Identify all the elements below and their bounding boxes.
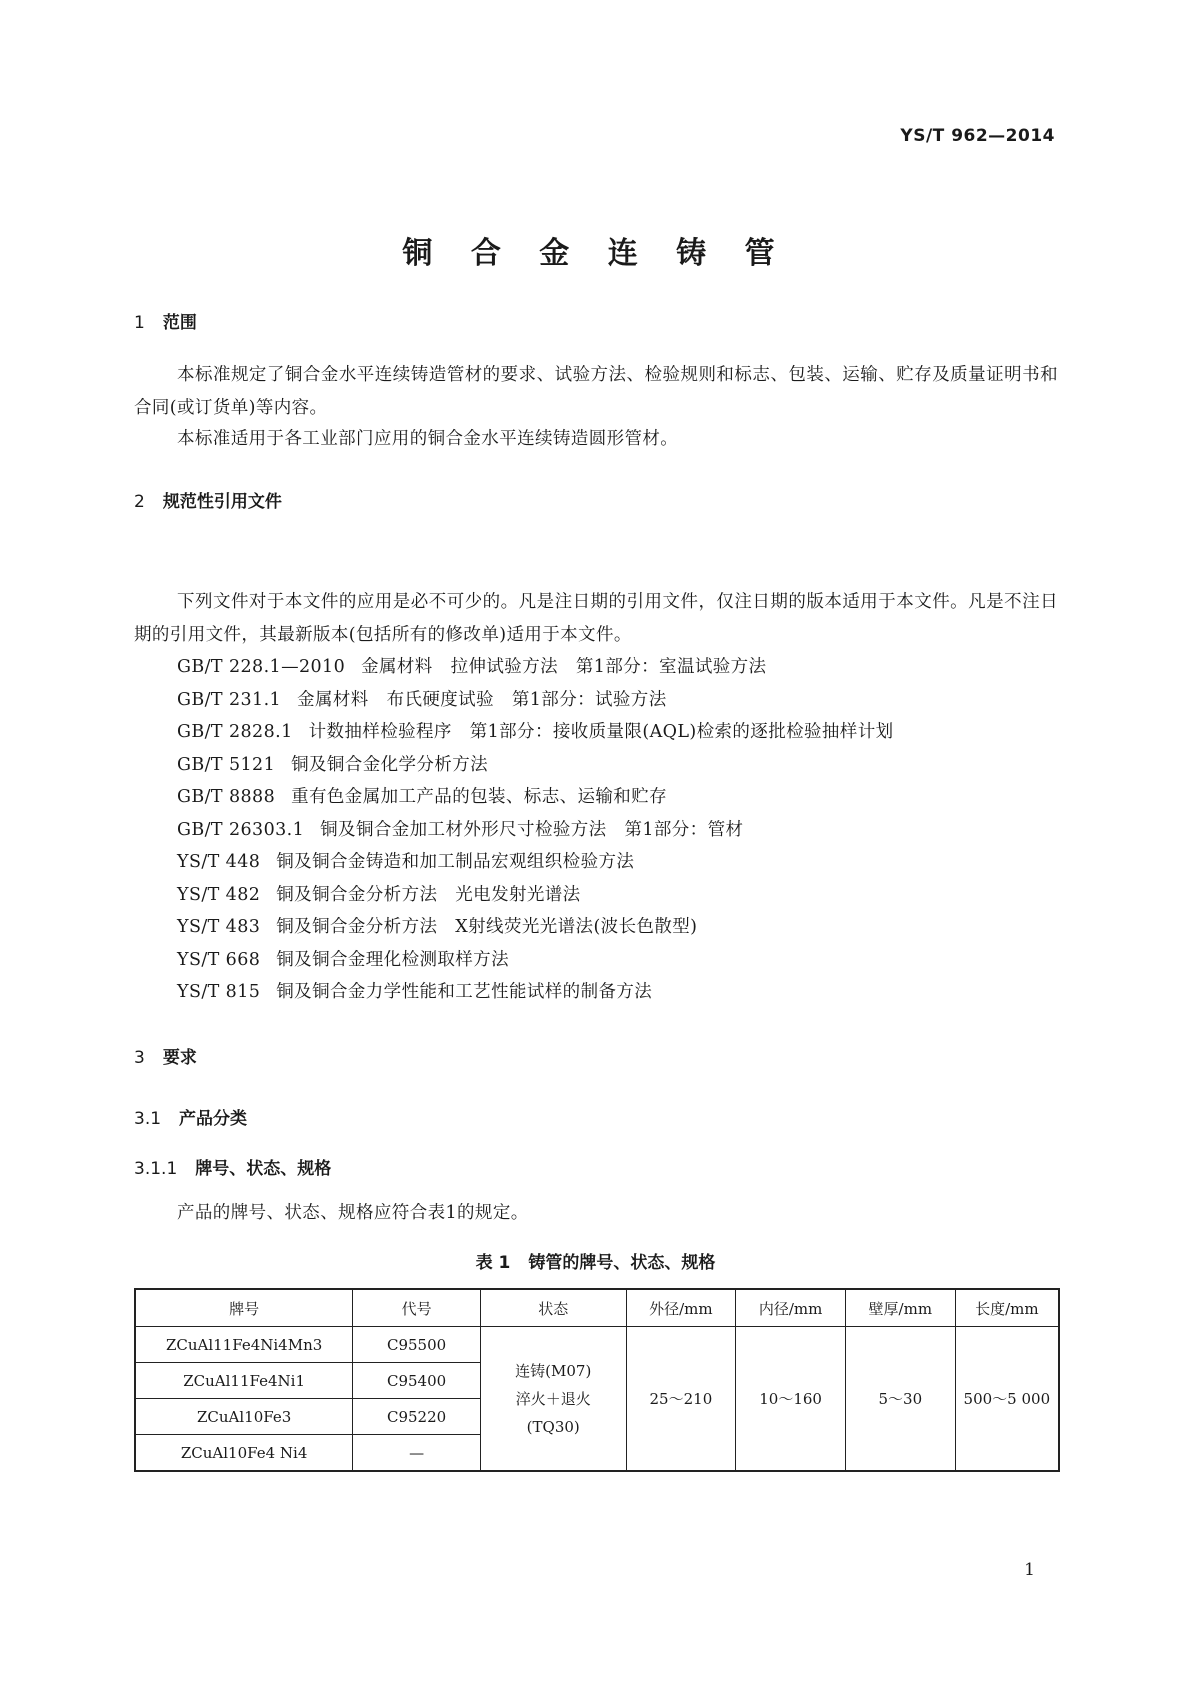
reference-item: [177, 846, 894, 879]
reference-item: [177, 911, 894, 944]
cell-grade: ZCuAl11Fe4Ni4Mn3: [135, 1327, 353, 1363]
section-number: 1: [134, 313, 145, 333]
header-outer-diameter: 外径/mm: [626, 1289, 736, 1327]
section-title: 范围: [162, 313, 197, 333]
section-number: 3.1: [134, 1109, 162, 1129]
cell-inner-diameter: 10～160: [736, 1327, 846, 1472]
state-line: (TQ30): [526, 1417, 580, 1436]
table-caption-text: 铸管的牌号、状态、规格: [528, 1253, 716, 1273]
table-label: 表 1: [475, 1253, 511, 1273]
section-2-intro: 下列文件对于本文件的应用是必不可少的。凡是注日期的引用文件，仅注日期的版本适用于本文件。凡是不注日期的引用文件，其最新版本(包括所有的修改单)适用于本文件。: [134, 592, 1058, 645]
section-1-paragraph-1: 本标准规定了铜合金水平连续铸造管材的要求、试验方法、检验规则和标志、包装、运输、贮存及质量证明书和合同(或订货单)等内容。: [134, 365, 1058, 418]
header-code: 代号: [353, 1289, 481, 1327]
state-line: 淬火＋退火: [515, 1389, 591, 1408]
reference-item: [177, 944, 894, 977]
header-grade: 牌号: [135, 1289, 353, 1327]
reference-code: YS/T 668: [177, 949, 261, 970]
table-row: [135, 1327, 1059, 1363]
table-header-row: [135, 1289, 1059, 1327]
reference-code: GB/T 26303.1: [177, 819, 305, 840]
cell-code: C95500: [353, 1327, 481, 1363]
reference-item: [177, 976, 894, 1009]
header-state: 状态: [480, 1289, 626, 1327]
reference-title: 铜及铜合金化学分析方法: [291, 754, 489, 775]
table-1-caption: [0, 1248, 1191, 1273]
reference-item: [177, 814, 894, 847]
reference-title: 重有色金属加工产品的包装、标志、运输和贮存: [291, 787, 668, 807]
cell-grade: ZCuAl10Fe4 Ni4: [135, 1435, 353, 1472]
reference-item: [177, 879, 894, 912]
cell-state: [480, 1327, 626, 1472]
reference-title: 铜及铜合金分析方法 X射线荧光光谱法(波长色散型): [276, 917, 698, 937]
section-3-1-1-paragraph: 产品的牌号、状态、规格应符合表1的规定。: [177, 1203, 529, 1223]
header-wall-thickness: 壁厚/mm: [845, 1289, 955, 1327]
reference-title: 金属材料 拉伸试验方法 第1部分：室温试验方法: [361, 657, 767, 677]
cell-code: —: [353, 1435, 481, 1472]
section-number: 3: [134, 1048, 145, 1068]
cell-outer-diameter: 25～210: [626, 1327, 736, 1472]
reference-code: GB/T 231.1: [177, 689, 282, 710]
table-1: [134, 1288, 1060, 1472]
page-number: 1: [1024, 1560, 1035, 1580]
reference-code: YS/T 482: [177, 884, 261, 905]
cell-code: C95220: [353, 1399, 481, 1435]
document-title: 铜 合 金 连 铸 管: [402, 236, 789, 271]
cell-grade: ZCuAl10Fe3: [135, 1399, 353, 1435]
reference-item: [177, 716, 894, 749]
reference-code: GB/T 228.1—2010: [177, 657, 346, 677]
reference-title: 铜及铜合金力学性能和工艺性能试样的制备方法: [276, 982, 653, 1002]
section-number: 2: [134, 492, 145, 512]
reference-item: [177, 781, 894, 814]
reference-item: [177, 749, 894, 782]
cell-length: 500～5 000: [955, 1327, 1059, 1472]
reference-title: 铜及铜合金理化检测取样方法: [276, 949, 509, 970]
header-inner-diameter: 内径/mm: [736, 1289, 846, 1327]
section-2-heading: [134, 487, 282, 512]
reference-title: 计数抽样检验程序 第1部分：接收质量限(AQL)检索的逐批检验抽样计划: [308, 722, 894, 742]
reference-code: YS/T 448: [177, 852, 261, 872]
header-length: 长度/mm: [955, 1289, 1059, 1327]
document-code: YS/T 962—2014: [900, 126, 1055, 146]
section-1-heading: [134, 308, 197, 333]
cell-wall-thickness: 5～30: [845, 1327, 955, 1472]
state-line: 连铸(M07): [515, 1361, 592, 1380]
section-title: 要求: [162, 1048, 197, 1068]
reference-item: [177, 651, 894, 684]
normative-references-list: [177, 651, 894, 1009]
section-3-heading: [134, 1043, 197, 1068]
reference-code: GB/T 8888: [177, 787, 276, 807]
reference-title: 铜及铜合金铸造和加工制品宏观组织检验方法: [276, 852, 635, 872]
reference-code: YS/T 815: [177, 982, 261, 1002]
section-title: 产品分类: [179, 1109, 248, 1129]
section-number: 3.1.1: [134, 1159, 178, 1179]
reference-code: YS/T 483: [177, 917, 261, 937]
reference-title: 铜及铜合金分析方法 光电发射光谱法: [276, 884, 581, 905]
cell-code: C95400: [353, 1363, 481, 1399]
reference-code: GB/T 2828.1: [177, 722, 293, 742]
section-3-1-1-heading: [134, 1154, 331, 1179]
reference-title: 金属材料 布氏硬度试验 第1部分：试验方法: [297, 689, 667, 710]
section-title: 牌号、状态、规格: [195, 1159, 332, 1179]
cell-grade: ZCuAl11Fe4Ni1: [135, 1363, 353, 1399]
section-title: 规范性引用文件: [162, 492, 282, 512]
reference-title: 铜及铜合金加工材外形尺寸检验方法 第1部分：管材: [320, 819, 744, 840]
reference-code: GB/T 5121: [177, 754, 276, 775]
section-3-1-heading: [134, 1104, 247, 1129]
reference-item: [177, 684, 894, 717]
section-1-paragraph-2: 本标准适用于各工业部门应用的铜合金水平连续铸造圆形管材。: [177, 429, 679, 449]
